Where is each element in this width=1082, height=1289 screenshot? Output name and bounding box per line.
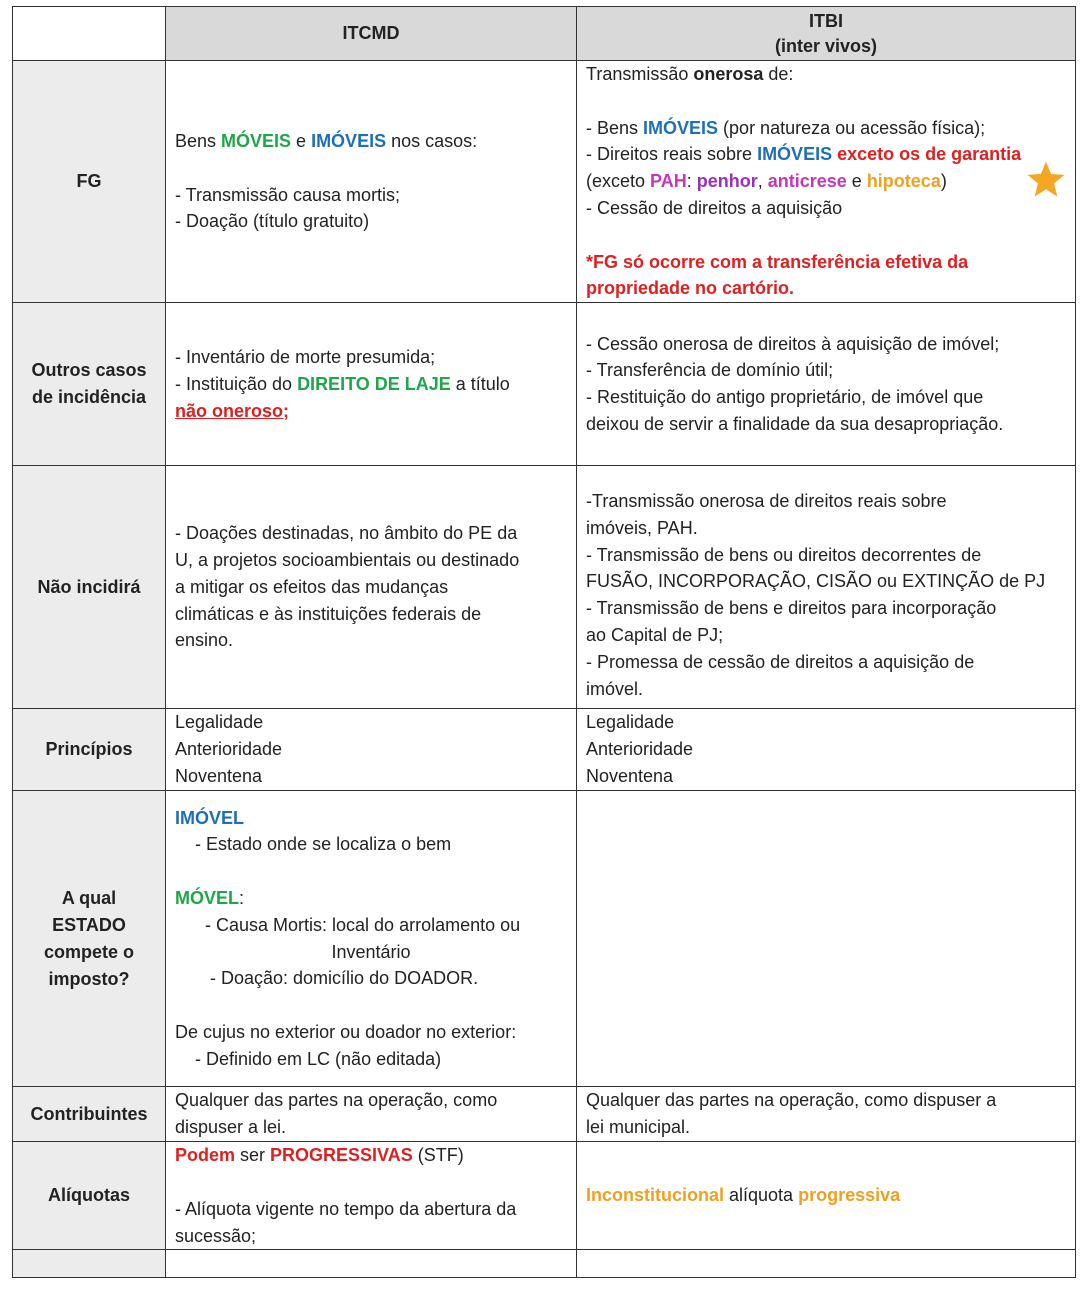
row-label-estado: A qual ESTADO compete o imposto? (13, 791, 166, 1087)
contribuintes-itcmd-cell: Qualquer das partes na operação, como dispuser a lei. (166, 1087, 577, 1142)
header-itbi: ITBI (inter vivos) (577, 7, 1076, 61)
corner-cell (13, 7, 166, 61)
nao-itcmd-cell: - Doações destinadas, no âmbito do PE da U, a projetos socioambientais ou destinado a mitigar os efeitos das mudanças climáticas e às instituições federais de ensino. (166, 466, 577, 709)
star-icon (1025, 159, 1067, 201)
contribuintes-itbi-cell: Qualquer das partes na operação, como dispuser a lei municipal. (577, 1087, 1076, 1142)
empty-cell (577, 1250, 1076, 1278)
outros-itbi-cell: - Cessão onerosa de direitos à aquisição de imóvel; - Transferência de domínio útil; - Restituição do antigo proprietário, de imóvel que deixou de servir a finalidade da sua desapropriação. (577, 303, 1076, 466)
row-label-outros: Outros casos de incidência (13, 303, 166, 466)
table-row (13, 303, 1076, 466)
row-label-principios: Princípios (13, 709, 166, 791)
table-row (13, 709, 1076, 791)
aliquotas-itbi-cell: Inconstitucional alíquota progressiva (577, 1142, 1076, 1250)
outros-itcmd-cell: - Inventário de morte presumida; - Instituição do DIREITO DE LAJE a título não oneroso; (166, 303, 577, 466)
table-row (13, 791, 1076, 1087)
fg-itbi-cell: Transmissão onerosa de: - Bens IMÓVEIS (por natureza ou acessão física); - Direitos reais sobre IMÓVEIS exceto os de garantia (exceto PAH: penhor, anticrese e hipoteca) - Cessão de direitos a aquisição *FG só ocorre com a transferência efetiva da propriedade no cartório. (577, 61, 1076, 303)
empty-cell (13, 1250, 166, 1278)
header-itcmd: ITCMD (166, 7, 577, 61)
estado-itcmd-cell: IMÓVEL - Estado onde se localiza o bem MÓVEL: - Causa Mortis: local do arrolamento ou Inventário - Doação: domicílio do DOADOR. De cujus no exterior ou doador no exterior: - Definido em LC (não editada) (166, 791, 577, 1087)
principios-itcmd-cell: Legalidade Anterioridade Noventena (166, 709, 577, 791)
fg-itcmd-cell: Bens MÓVEIS e IMÓVEIS nos casos: - Transmissão causa mortis; - Doação (título gratuito) (166, 61, 577, 303)
row-label-contribuintes: Contribuintes (13, 1087, 166, 1142)
estado-itbi-cell (577, 791, 1076, 1087)
empty-cell (166, 1250, 577, 1278)
nao-itbi-cell: -Transmissão onerosa de direitos reais sobre imóveis, PAH. - Transmissão de bens ou direitos decorrentes de FUSÃO, INCORPORAÇÃO, CISÃO ou EXTINÇÃO de PJ - Transmissão de bens e direitos para incorporação ao Capital de PJ; - Promessa de cessão de direitos a aquisição de imóvel. (577, 466, 1076, 709)
table-row (13, 1142, 1076, 1250)
table-row (13, 466, 1076, 709)
comparison-table (12, 6, 1076, 1278)
row-label-aliquotas: Alíquotas (13, 1142, 166, 1250)
aliquotas-itcmd-cell: Podem ser PROGRESSIVAS (STF) - Alíquota vigente no tempo da abertura da sucessão; (166, 1142, 577, 1250)
principios-itbi-cell: Legalidade Anterioridade Noventena (577, 709, 1076, 791)
table-row-empty (13, 1250, 1076, 1278)
row-label-nao-incidira: Não incidirá (13, 466, 166, 709)
table-row (13, 1087, 1076, 1142)
row-label-fg: FG (13, 61, 166, 303)
table-row (13, 61, 1076, 303)
